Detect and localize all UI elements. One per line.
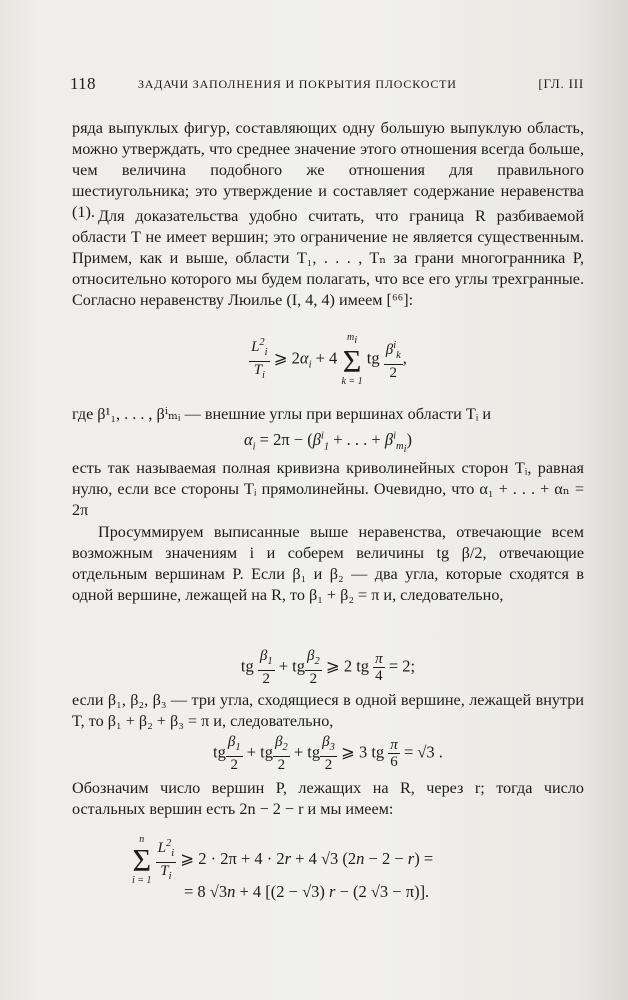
paragraph-4: есть так называемая полная кривизна криволинейных сторон Tᵢ, равная нулю, если все стороны Tᵢ прямолинейны. Очевидно, что α₁ + . . . + αₙ = 2π — [72, 459, 584, 519]
paragraph-7: Обозначим число вершин P, лежащих на R, через r; тогда число остальных вершин есть 2n − 2 − r и мы имеем: — [72, 779, 584, 818]
formula-sum-line-1: n Σ i = 1 $\frac{L^2_i}{T_i}$ ⩾ 2 · 2π + 4 · 2r + 4 √3 (2n − 2 − r) = — [132, 834, 434, 886]
formula-three-angles: tg $\frac{\beta_1}{2}$ + tg $\frac{\beta_2}{2}$ + tg $\frac{\beta_3}{2}$ ⩾ 3 tg $\frac{\pi}{6}$ = √3 . — [213, 734, 443, 773]
formula-curvature-definition: $\alpha_i = 2\pi - (\beta^i_1$ + . . . + $\beta^i_{m_i}$) — [243, 430, 413, 456]
formula-sum-line-2: = 8 √3n + 4 [(2 − √3) r − (2 √3 − π)]. — [184, 882, 430, 901]
paragraph-3: где β¹₁, . . . , βⁱₘᵢ — внешние углы при вершинах области Tᵢ и — [72, 405, 492, 423]
formula-luilier-inequality: $\frac{L^2_i}{T_i}$ ⩾ $2\alpha_i + 4$ $m_i$ Σ k = 1 tg $\frac{\beta^i_k}{2}$ , — [251, 332, 407, 387]
paragraph-5: Просуммируем выписанные выше неравенства, отвечающие всем возможным значениям i и соберем величины tg β/2, отвечающие отдельным вершинам P. Если β₁ и β₂ — два угла, которые сходятся в одной вершине, лежащей на R, то β₁ + β₂ = π и, следовательно, — [72, 523, 584, 604]
formula-two-angles: tg $\frac{\beta_1}{2}$ + tg $\frac{\beta_2}{2}$ ⩾ 2 tg $\frac{\pi}{4}$ = 2; — [240, 648, 416, 687]
running-title: ЗАДАЧИ ЗАПОЛНЕНИЯ И ПОКРЫТИЯ ПЛОСКОСТИ — [138, 77, 457, 91]
paragraph-1: ряда выпуклых фигур, составляющих одну большую выпуклую область, можно утверждать, что среднее значение этого отношения всегда больше, чем величина подобного же отношения для правильного шестиугольника; это утверждение и составляет содержание неравенства (1). — [72, 119, 584, 221]
chapter-label: [ГЛ. III — [538, 76, 584, 91]
page-number: 118 — [70, 74, 96, 93]
paragraph-6: если β₁, β₂, β₃ — три угла, сходящиеся в одной вершине, лежащей внутри T, то β₁ + β₂ + β₃ = π и, следовательно, — [72, 691, 584, 730]
paragraph-2: Для доказательства удобно считать, что граница R разбиваемой области T не имеет вершин; это ограничение не является существенным. Примем, как и выше, области T₁, . . . , Tₙ за грани многогранника P, относительно которого мы будем полагать, что все его углы трехгранные. Согласно неравенству Люилье (I, 4, 4) имеем [⁶⁶]: — [72, 207, 584, 309]
running-header — [70, 74, 584, 98]
